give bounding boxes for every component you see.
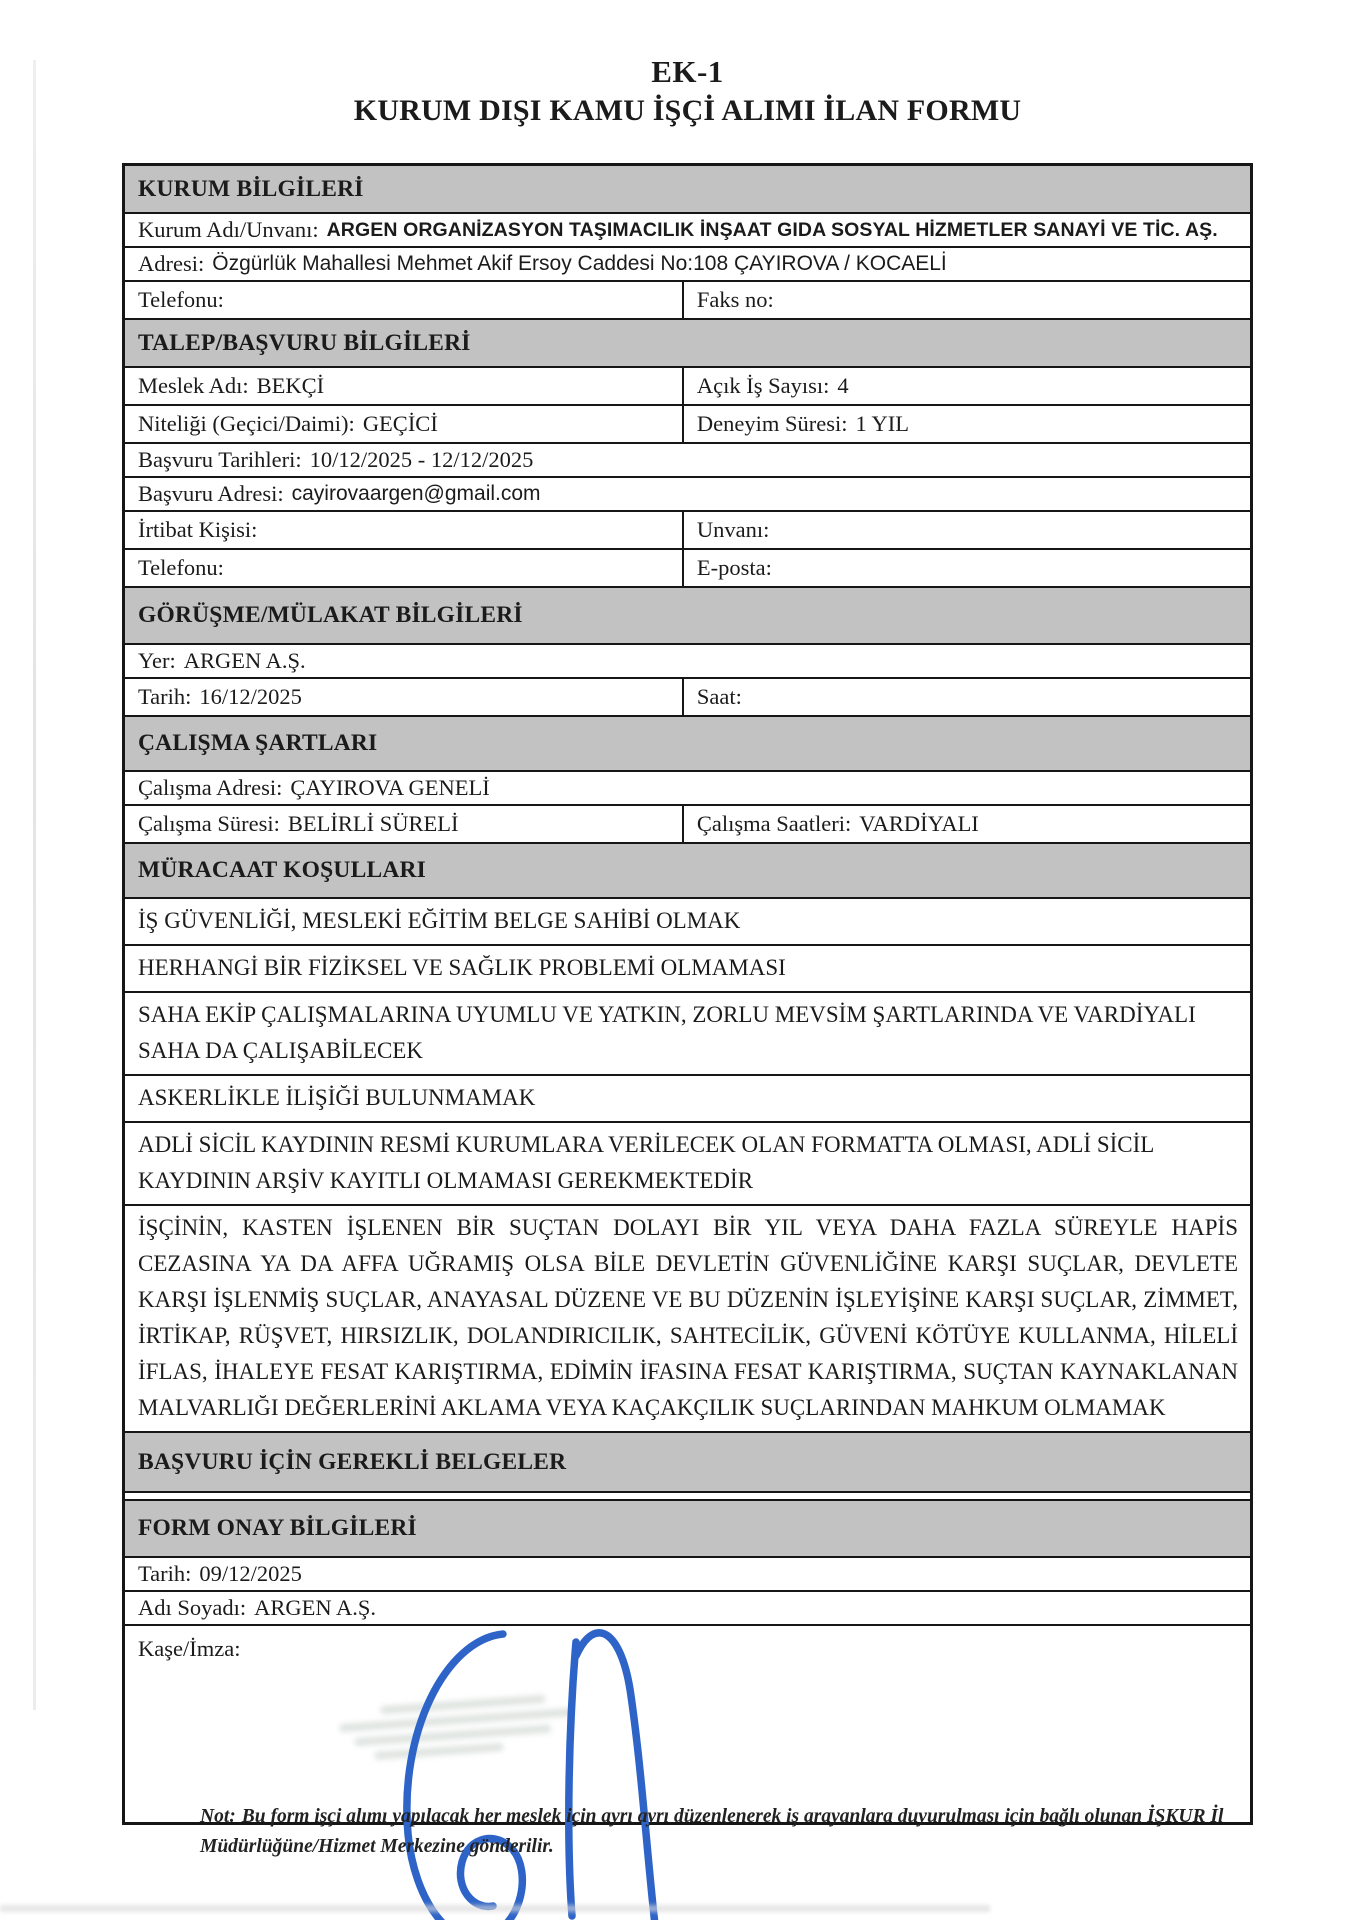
field-label: Kaşe/İmza: bbox=[138, 1636, 241, 1661]
field-row-telefonu-eposta bbox=[125, 548, 1250, 586]
field-value: Özgürlük Mahallesi Mehmet Akif Ersoy Caddesi No:108 ÇAYIROVA / KOCAELİ bbox=[212, 252, 947, 275]
section-title: BAŞVURU İÇİN GEREKLİ BELGELER bbox=[138, 1448, 567, 1475]
note-body: Bu form işçi alımı yapılacak her meslek için ayrı ayrı düzenlenerek iş arayanlara duyurulması için bağlı olunan İŞKUR İl Müdürlüğüne/Hizmet Merkezine gönderilir. bbox=[200, 1806, 1224, 1858]
section-header-talep-basvuru bbox=[125, 318, 1250, 366]
field-value: 1 YIL bbox=[855, 411, 910, 436]
field-value: BEKÇİ bbox=[256, 373, 325, 398]
section-title: ÇALIŞMA ŞARTLARI bbox=[138, 730, 378, 756]
field-gorusme-tarih bbox=[125, 679, 682, 715]
condition-item-paragraph: İŞÇİNİN, KASTEN İŞLENEN BİR SUÇTAN DOLAYI BİR YIL VEYA DAHA FAZLA SÜREYLE HAPİS CEZASINA YA DA AFFA UĞRAMIŞ OLSA BİLE DEVLETİN GÜVENLİĞİNE KARŞI SUÇLAR, DEVLETE KARŞI İŞLENMİŞ SUÇLAR, ANAYASAL DÜZENE VE BU DÜZENİN İŞLEYİŞİNE KARŞI SUÇLAR, ZİMMET, İRTİKAP, RÜŞVET, HIRSIZLIK, DOLANDIRICILIK, SAHTECİLİK, GÜVENİ KÖTÜYE KULLANMA, HİLELİ İFLAS, İHALEYE FESAT KARIŞTIRMA, EDİMİN İFASINA FESAT KARIŞTIRMA, SUÇTAN KAYNAKLANAN MALVARLIĞI DEĞERLERİNİ AKLAMA VEYA KAÇAKÇILIK SUÇLARINDAN MAHKUM OLMAMAK bbox=[125, 1204, 1250, 1431]
field-label: Adresi: bbox=[138, 251, 205, 276]
section-header-kurum-bilgileri bbox=[125, 166, 1250, 212]
form-table bbox=[122, 163, 1253, 1825]
field-kurum-adi bbox=[125, 212, 1250, 246]
field-row-telefonu-faks bbox=[125, 280, 1250, 318]
field-row-suresi-saatleri bbox=[125, 804, 1250, 842]
field-faks-no bbox=[682, 282, 1250, 318]
field-calisma-saatleri bbox=[682, 806, 1250, 842]
field-value: VARDİYALI bbox=[859, 811, 979, 836]
field-label: Unvanı: bbox=[696, 517, 770, 542]
condition-item: HERHANGİ BİR FİZİKSEL VE SAĞLIK PROBLEMİ OLMAMASI bbox=[125, 944, 1250, 991]
field-value: ARGEN ORGANİZASYON TAŞIMACILIK İNŞAAT GIDA SOSYAL HİZMETLER SANAYİ VE TİC. AŞ. bbox=[326, 218, 1218, 241]
section-title: FORM ONAY BİLGİLERİ bbox=[138, 1515, 417, 1541]
field-niteligi bbox=[125, 406, 682, 442]
condition-item: ADLİ SİCİL KAYDININ RESMİ KURUMLARA VERİLECEK OLAN FORMATTA OLMASI, ADLİ SİCİL KAYDININ ARŞİV KAYITLI OLMAMASI GEREKMEKTEDİR bbox=[125, 1121, 1250, 1204]
section-header-form-onay bbox=[125, 1499, 1250, 1556]
section-header-calisma-sartlari bbox=[125, 715, 1250, 770]
field-row-tarih-saat bbox=[125, 677, 1250, 715]
field-calisma-suresi bbox=[125, 806, 682, 842]
field-label: Çalışma Adresi: bbox=[138, 775, 283, 800]
field-value: 16/12/2025 bbox=[199, 684, 302, 709]
field-label: E-posta: bbox=[696, 555, 772, 580]
field-value: GEÇİCİ bbox=[362, 411, 438, 436]
condition-item: İŞ GÜVENLİĞİ, MESLEKİ EĞİTİM BELGE SAHİBİ OLMAK bbox=[125, 897, 1250, 944]
scan-artifact-left-edge bbox=[33, 60, 36, 1710]
field-label: Telefonu: bbox=[138, 555, 224, 580]
field-label: Başvuru Adresi: bbox=[138, 481, 284, 506]
field-basvuru-adresi bbox=[125, 476, 1250, 510]
field-label: Meslek Adı: bbox=[138, 373, 249, 398]
field-label: Tarih: bbox=[138, 684, 192, 709]
scan-artifact-bottom-edge bbox=[0, 1905, 990, 1912]
field-saat bbox=[682, 679, 1250, 715]
field-yer bbox=[125, 643, 1250, 677]
field-label: Açık İş Sayısı: bbox=[696, 373, 830, 398]
title-form-name: KURUM DIŞI KAMU İŞÇİ ALIMI İLAN FORMU bbox=[353, 93, 1022, 127]
condition-item: ASKERLİKLE İLİŞİĞİ BULUNMAMAK bbox=[125, 1074, 1250, 1121]
section-title: KURUM BİLGİLERİ bbox=[138, 175, 364, 202]
field-label: Faks no: bbox=[696, 287, 774, 312]
field-deneyim-suresi bbox=[682, 406, 1250, 442]
field-meslek-adi bbox=[125, 368, 682, 404]
field-label: Kurum Adı/Unvanı: bbox=[138, 217, 319, 242]
field-irtibat-kisisi bbox=[125, 512, 682, 548]
field-eposta bbox=[682, 550, 1250, 586]
field-adi-soyadi bbox=[125, 1590, 1250, 1624]
section-header-gorusme-mulakat bbox=[125, 586, 1250, 643]
field-value: ÇAYIROVA GENELİ bbox=[290, 775, 490, 800]
field-value: cayirovaargen@gmail.com bbox=[291, 482, 541, 505]
section-header-basvuru-belgeler bbox=[125, 1431, 1250, 1491]
title-ek1: EK-1 bbox=[651, 54, 724, 89]
stamp-faint-impression bbox=[338, 1686, 577, 1774]
field-label: Adı Soyadı: bbox=[138, 1595, 247, 1620]
field-label: Yer: bbox=[138, 648, 176, 673]
field-label: Çalışma Saatleri: bbox=[696, 811, 852, 836]
field-acik-is-sayisi bbox=[682, 368, 1250, 404]
note-text bbox=[200, 1802, 1258, 1862]
field-telefonu bbox=[125, 282, 682, 318]
field-row-irtibat-unvani bbox=[125, 510, 1250, 548]
note-prefix: Not: bbox=[200, 1806, 236, 1827]
section-header-muracaat-kosullari bbox=[125, 842, 1250, 897]
field-label: İrtibat Kişisi: bbox=[138, 517, 258, 542]
field-onay-tarih bbox=[125, 1556, 1250, 1590]
field-label: Niteliği (Geçici/Daimi): bbox=[138, 411, 355, 436]
field-label: Telefonu: bbox=[138, 287, 224, 312]
field-label: Tarih: bbox=[138, 1561, 192, 1586]
field-adresi bbox=[125, 246, 1250, 280]
field-value: BELİRLİ SÜRELİ bbox=[287, 811, 459, 836]
field-value: ARGEN A.Ş. bbox=[254, 1595, 377, 1620]
field-label: Deneyim Süresi: bbox=[696, 411, 848, 436]
field-value: 10/12/2025 - 12/12/2025 bbox=[309, 447, 534, 472]
page-title bbox=[122, 52, 1253, 130]
condition-item: SAHA EKİP ÇALIŞMALARINA UYUMLU VE YATKIN, ZORLU MEVSİM ŞARTLARINDA VE VARDİYALI SAHA DA ÇALIŞABİLECEK bbox=[125, 991, 1250, 1074]
field-row-meslek-acikis bbox=[125, 366, 1250, 404]
section-title: MÜRACAAT KOŞULLARI bbox=[138, 857, 427, 883]
field-kase-imza bbox=[125, 1624, 1250, 1822]
field-value: ARGEN A.Ş. bbox=[183, 648, 306, 673]
field-value: 4 bbox=[837, 373, 849, 398]
row-divider-gap bbox=[125, 1491, 1250, 1499]
field-label: Çalışma Süresi: bbox=[138, 811, 280, 836]
field-label: Saat: bbox=[696, 684, 742, 709]
field-value: 09/12/2025 bbox=[199, 1561, 302, 1586]
field-row-niteligi-deneyim bbox=[125, 404, 1250, 442]
section-title: GÖRÜŞME/MÜLAKAT BİLGİLERİ bbox=[138, 602, 523, 628]
field-unvani bbox=[682, 512, 1250, 548]
field-calisma-adresi bbox=[125, 770, 1250, 804]
field-telefonu-2 bbox=[125, 550, 682, 586]
section-title: TALEP/BAŞVURU BİLGİLERİ bbox=[138, 329, 471, 356]
field-label: Başvuru Tarihleri: bbox=[138, 447, 302, 472]
field-basvuru-tarihleri bbox=[125, 442, 1250, 476]
